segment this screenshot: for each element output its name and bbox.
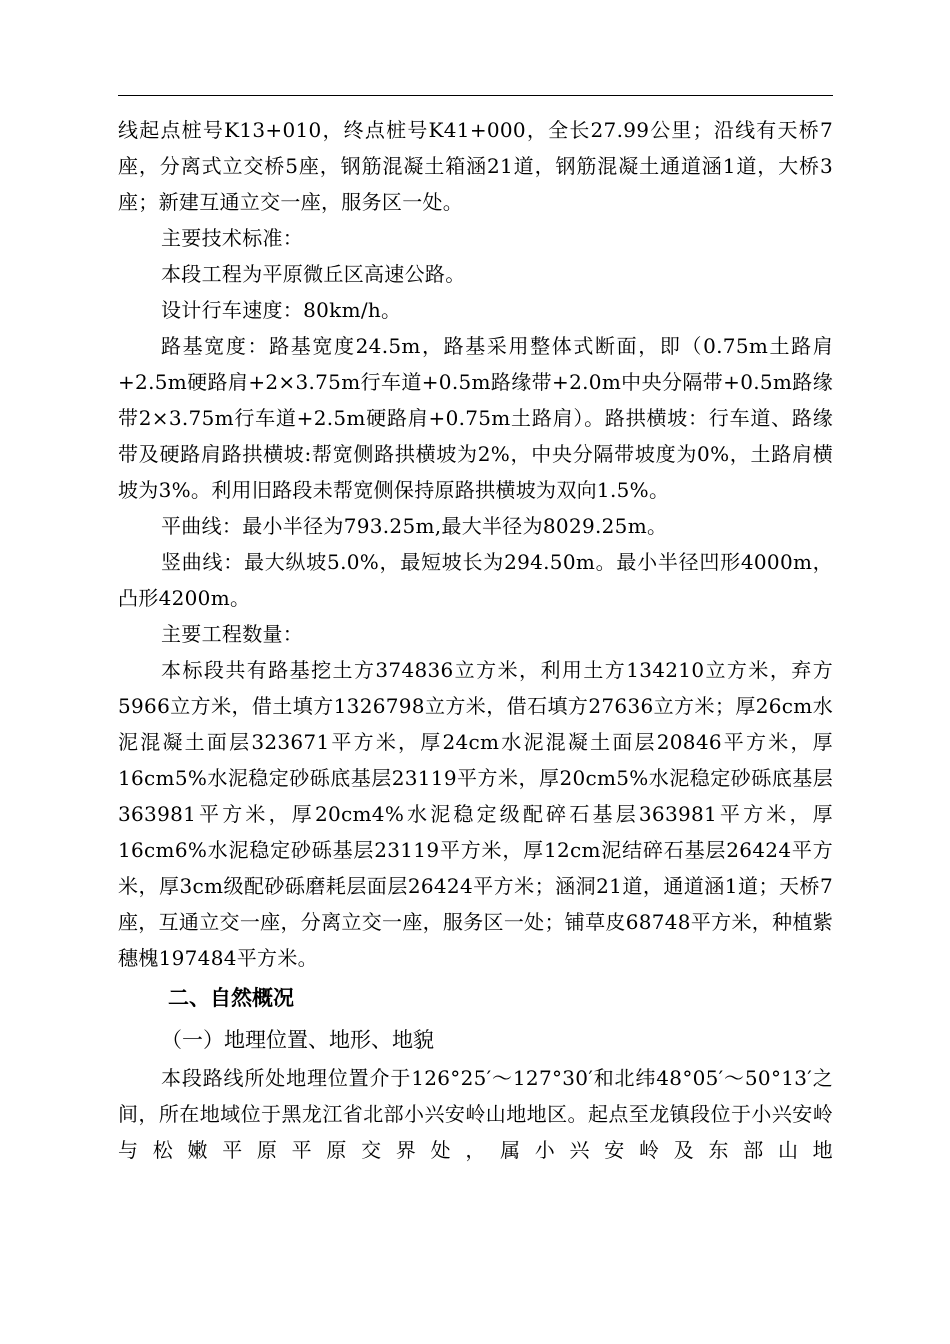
quantities-paragraph: 本标段共有路基挖土方374836立方米，利用土方134210立方米，弃方5966立方米，借土填方1326798立方米，借石填方27636立方米；厚26cm水泥混凝土面层323671平方米，厚24cm水泥混凝土面层20846平方米，厚16cm5%水泥稳定砂砾底基层23119平方米，厚20cm5%水泥稳定砂砾底基层363981平方米，厚20cm4%水泥稳定级配碎石基层363981平方米，厚16cm6%水泥稳定砂砾基层23119平方米，厚12cm泥结碎石基层26424平方米，厚3cm级配砂砾磨耗层面层26424平方米；涵洞21道，通道涵1道；天桥7座，互通立交一座，分离立交一座，服务区一处；铺草皮68748平方米，种植紫穗槐197484平方米。 [118,658,833,970]
subsection-title-geography: （一）地理位置、地形、地貌 [161,1028,434,1052]
document-body [118,112,833,1168]
horizontal-curve-text: 平曲线：最小半径为793.25m,最大半径为8029.25m。 [161,514,668,538]
tech-standard-heading: 主要技术标准： [161,226,304,250]
header-rule [118,95,833,96]
quantity-heading: 主要工程数量： [161,622,304,646]
vertical-curve-paragraph: 竖曲线：最大纵坡5.0%，最短坡长为294.50m。最小半径凹形4000m，凸形4200m。 [118,550,833,610]
road-class-text: 本段工程为平原微丘区高速公路。 [161,262,466,286]
design-speed-text: 设计行车速度：80km/h。 [161,298,402,322]
section-title-natural-conditions: 二、自然概况 [168,986,294,1010]
subgrade-width-paragraph: 路基宽度：路基宽度24.5m，路基采用整体式断面，即（0.75m土路肩+2.5m硬路肩+2×3.75m行车道+0.5m路缘带+2.0m中央分隔带+0.5m路缘带2×3.75m行车道+2.5m硬路肩+0.75m土路肩）。路拱横坡：行车道、路缘带及硬路肩路拱横坡:帮宽侧路拱横坡为2%，中央分隔带坡度为0%，土路肩横坡为3%。利用旧路段未帮宽侧保持原路拱横坡为双向1.5%。 [118,334,833,502]
paragraph-intro: 线起点桩号K13+010，终点桩号K41+000，全长27.99公里；沿线有天桥7座，分离式立交桥5座，钢筋混凝土箱涵21道，钢筋混凝土通道涵1道，大桥3座；新建互通立交一座，服务区一处。 [118,118,833,214]
geo-location-paragraph: 本段路线所处地理位置介于126°25′～127°30′和北纬48°05′～50°13′之间，所在地域位于黑龙江省北部小兴安岭山地地区。起点至龙镇段位于小兴安岭与松嫩平原平原交界处，属小兴安岭及东部山地 [118,1066,833,1162]
